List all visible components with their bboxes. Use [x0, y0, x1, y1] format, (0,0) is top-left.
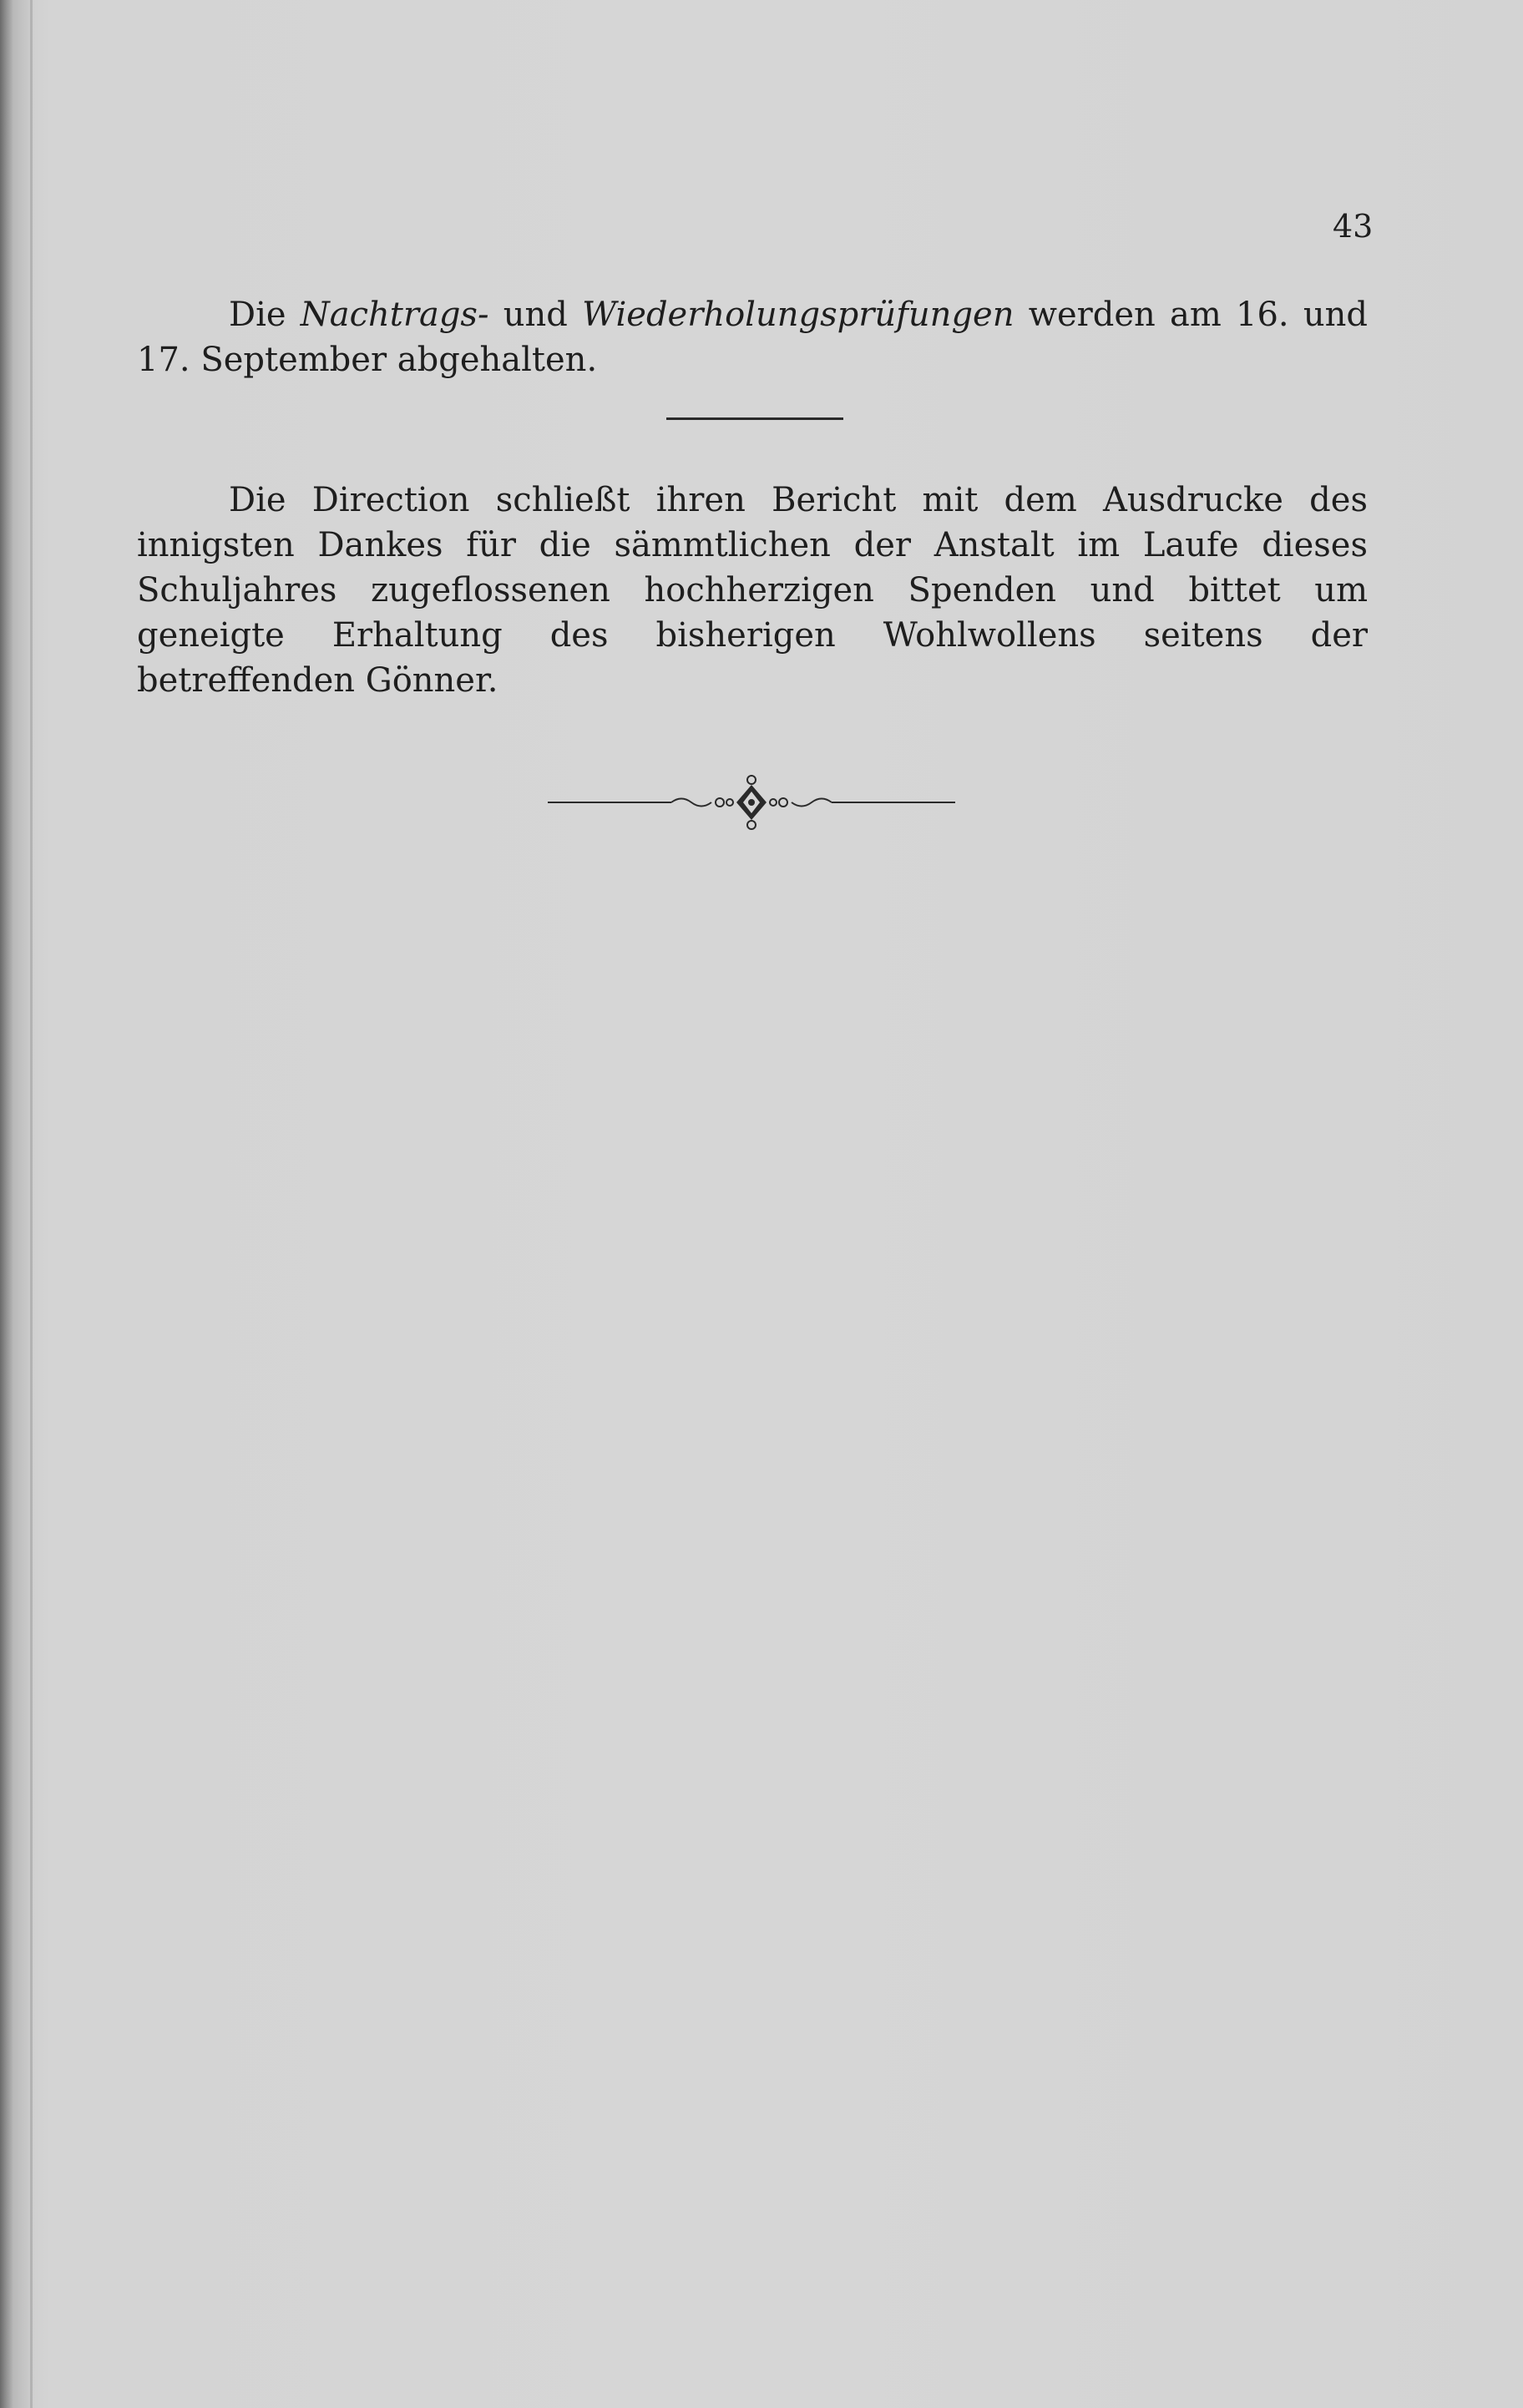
p1-emphasis-nachtrags: Nachtrags- — [300, 296, 489, 334]
p1-text-before: Die — [229, 296, 301, 334]
paragraph-thanks: Die Direction schließt ihren Bericht mit dem Ausdrucke des innigsten Dankes für die sämmtlichen der Anstalt im Laufe dieses Schuljahres zugeflossenen hochherzigen Spenden und bittet um geneigte Erhaltung des bisherigen Wohlwollens seitens der betreffenden Gönner. — [137, 481, 1368, 700]
p1-emphasis-wiederholung: Wiederholungsprüfungen — [582, 296, 1014, 334]
binding-edge — [0, 0, 33, 2408]
ornament-divider-icon — [548, 773, 955, 832]
section-divider — [666, 417, 843, 420]
p1-text-middle: und — [488, 296, 583, 334]
page-number: 43 — [1333, 208, 1374, 245]
binding-line — [30, 0, 33, 2408]
p1-text-after: werden am 16. und 17. September abgehalten. — [137, 296, 1368, 379]
paragraph-exam-dates — [137, 292, 1368, 382]
